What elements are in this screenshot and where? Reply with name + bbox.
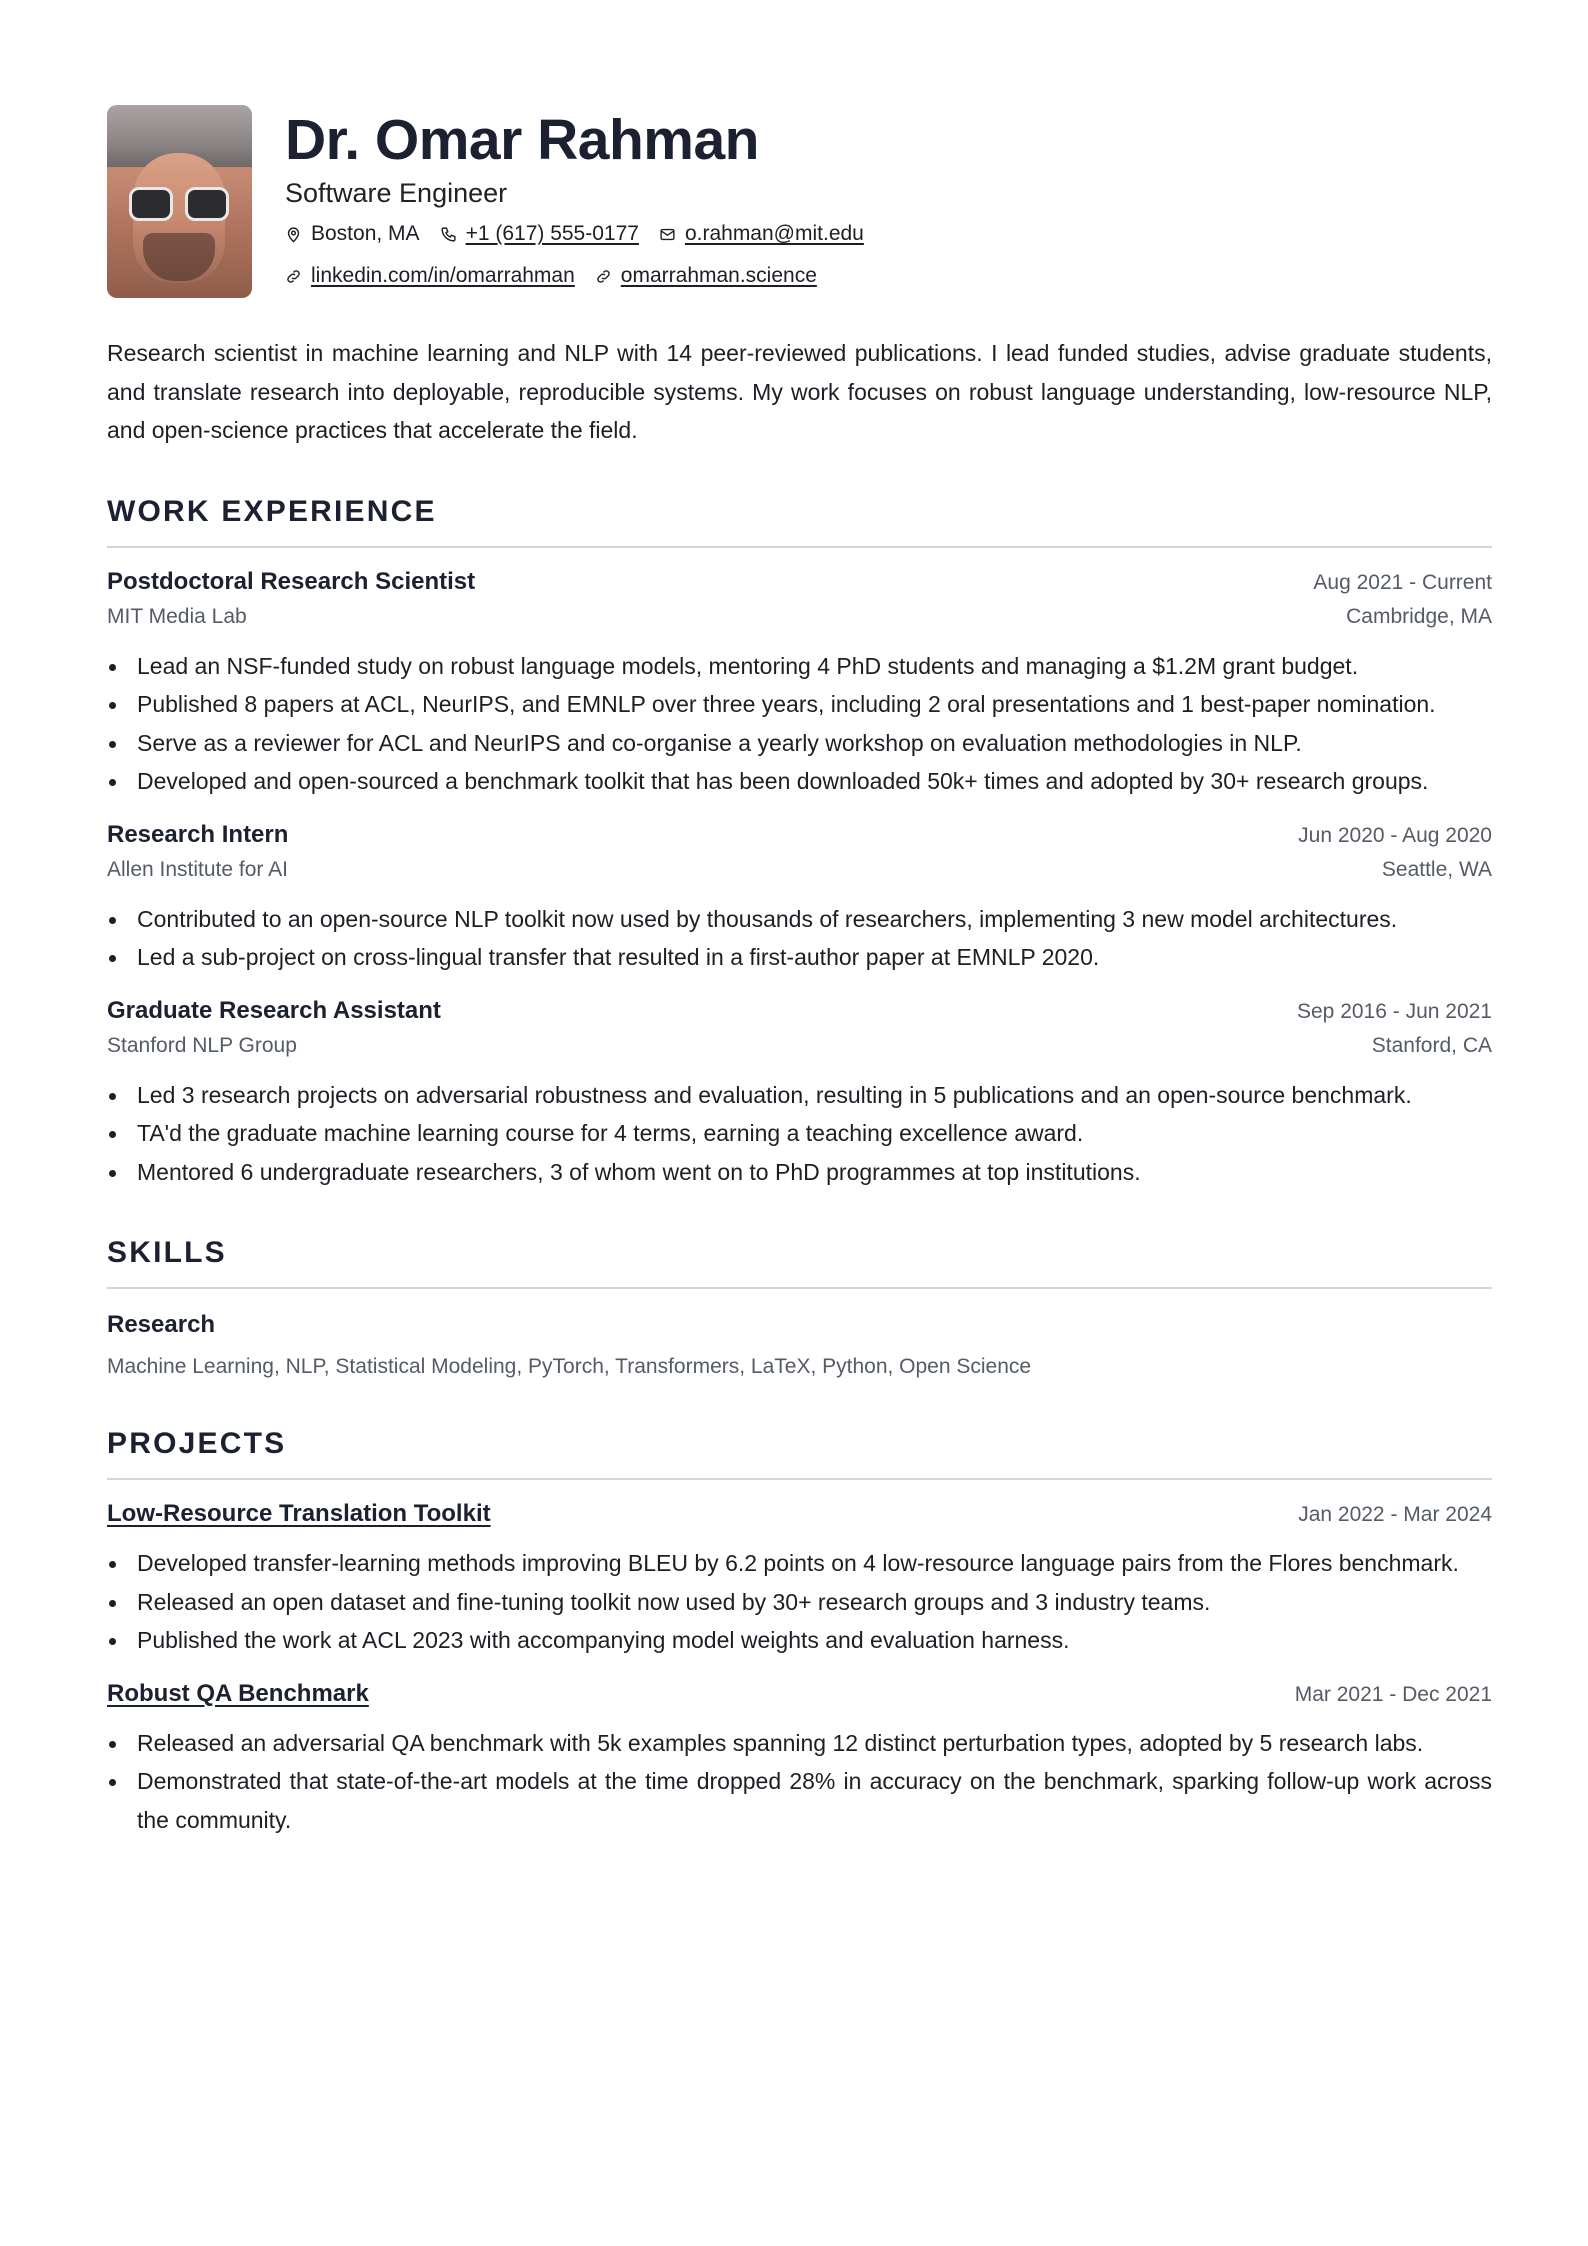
bullet-list bbox=[107, 1724, 1492, 1840]
location-text: Boston, MA bbox=[311, 222, 420, 245]
bullet-item: Led a sub-project on cross-lingual transfer that resulted in a first-author paper at EMNLP 2020. bbox=[107, 938, 1492, 977]
projects-section bbox=[107, 1426, 1492, 1839]
bullet-item: Published the work at ACL 2023 with accompanying model weights and evaluation harness. bbox=[107, 1621, 1492, 1660]
job-title: Postdoctoral Research Scientist bbox=[107, 567, 476, 595]
employer: Stanford NLP Group bbox=[107, 1033, 297, 1057]
bullet-item: Serve as a reviewer for ACL and NeurIPS and co-organise a yearly workshop on evaluation methodologies in NLP. bbox=[107, 724, 1492, 763]
phone-icon bbox=[440, 226, 457, 243]
section-heading: SKILLS bbox=[107, 1236, 227, 1269]
contact-website[interactable] bbox=[595, 262, 817, 290]
job-location: Cambridge, MA bbox=[1346, 604, 1492, 628]
bullet-list bbox=[107, 1076, 1492, 1192]
contact-phone[interactable] bbox=[440, 220, 639, 248]
employer: Allen Institute for AI bbox=[107, 857, 288, 881]
bullet-item: Released an adversarial QA benchmark with 5k examples spanning 12 distinct perturbation types, adopted by 5 research labs. bbox=[107, 1724, 1492, 1763]
bullet-list bbox=[107, 1544, 1492, 1660]
profile-photo bbox=[107, 105, 252, 298]
job-location: Stanford, CA bbox=[1371, 1033, 1492, 1057]
project-dates: Jan 2022 - Mar 2024 bbox=[1298, 1503, 1492, 1526]
bullet-item: Led 3 research projects on adversarial robustness and evaluation, resulting in 5 publications and an open-source benchmark. bbox=[107, 1076, 1492, 1115]
bullet-item: Mentored 6 undergraduate researchers, 3 of whom went on to PhD programmes at top institutions. bbox=[107, 1153, 1492, 1192]
website-link[interactable]: omarrahman.science bbox=[620, 264, 817, 287]
bullet-item: Lead an NSF-funded study on robust language models, mentoring 4 PhD students and managing a $1.2M grant budget. bbox=[107, 647, 1492, 686]
section-divider bbox=[107, 546, 1492, 548]
bullet-item: Released an open dataset and fine-tuning toolkit now used by 30+ research groups and 3 industry teams. bbox=[107, 1583, 1492, 1622]
contact-location bbox=[285, 220, 420, 248]
job-dates: Jun 2020 - Aug 2020 bbox=[1298, 823, 1492, 847]
skills-section bbox=[107, 1235, 1492, 1382]
section-heading: PROJECTS bbox=[107, 1427, 287, 1460]
work-entry bbox=[107, 995, 1492, 1192]
bullet-list bbox=[107, 900, 1492, 977]
bullet-item: Developed and open-sourced a benchmark toolkit that has been downloaded 50k+ times and adopted by 30+ research groups. bbox=[107, 762, 1492, 801]
bullet-item: Contributed to an open-source NLP toolkit now used by thousands of researchers, implementing 3 new model architectures. bbox=[107, 900, 1492, 939]
contact-linkedin[interactable] bbox=[285, 262, 575, 290]
link-icon bbox=[595, 268, 612, 285]
bullet-item: Demonstrated that state-of-the-art models at the time dropped 28% in accuracy on the benchmark, sparking follow-up work across the community. bbox=[107, 1762, 1492, 1839]
job-title: Graduate Research Assistant bbox=[107, 996, 441, 1024]
linkedin-link[interactable]: linkedin.com/in/omarrahman bbox=[311, 264, 575, 287]
contact-row-2 bbox=[285, 262, 884, 290]
link-icon bbox=[285, 268, 302, 285]
job-title: Research Intern bbox=[107, 820, 289, 848]
header-info bbox=[285, 105, 884, 290]
resume-header bbox=[107, 105, 1492, 298]
job-dates: Sep 2016 - Jun 2021 bbox=[1297, 999, 1492, 1023]
email-link[interactable]: o.rahman@mit.edu bbox=[684, 222, 864, 245]
bullet-item: Published 8 papers at ACL, NeurIPS, and EMNLP over three years, including 2 oral presentations and 1 best-paper nomination. bbox=[107, 685, 1492, 724]
bullet-item: TA'd the graduate machine learning course for 4 terms, earning a teaching excellence award. bbox=[107, 1114, 1492, 1153]
work-entry bbox=[107, 566, 1492, 801]
location-pin-icon bbox=[285, 226, 302, 243]
project-entry bbox=[107, 1498, 1492, 1660]
section-divider bbox=[107, 1478, 1492, 1480]
employer: MIT Media Lab bbox=[107, 604, 247, 628]
project-title-link[interactable]: Low-Resource Translation Toolkit bbox=[107, 1500, 491, 1527]
section-heading: WORK EXPERIENCE bbox=[107, 494, 437, 528]
job-location: Seattle, WA bbox=[1381, 857, 1492, 881]
project-title-link[interactable]: Robust QA Benchmark bbox=[107, 1679, 369, 1707]
skill-category: Research bbox=[107, 1311, 216, 1338]
phone-link[interactable]: +1 (617) 555-0177 bbox=[465, 222, 639, 245]
candidate-title: Software Engineer bbox=[285, 178, 508, 208]
contact-email[interactable] bbox=[659, 220, 864, 248]
bullet-list bbox=[107, 647, 1492, 801]
job-dates: Aug 2021 - Current bbox=[1313, 570, 1492, 594]
bullet-item: Developed transfer-learning methods improving BLEU by 6.2 points on 4 low-resource language pairs from the Flores benchmark. bbox=[107, 1544, 1492, 1583]
candidate-name: Dr. Omar Rahman bbox=[285, 108, 759, 172]
contact-row-1 bbox=[285, 220, 884, 248]
section-divider bbox=[107, 1287, 1492, 1289]
work-entry bbox=[107, 819, 1492, 977]
project-dates: Mar 2021 - Dec 2021 bbox=[1294, 1682, 1492, 1706]
work-experience-section bbox=[107, 494, 1492, 1192]
skill-list: Machine Learning, NLP, Statistical Modeling, PyTorch, Transformers, LaTeX, Python, Open Science bbox=[107, 1355, 1032, 1378]
project-entry bbox=[107, 1678, 1492, 1840]
mail-icon bbox=[659, 226, 676, 243]
summary-paragraph: Research scientist in machine learning and NLP with 14 peer-reviewed publications. I lead funded studies, advise graduate students, and translate research into deployable, reproducible systems. My work focuses on robust language understanding, low-resource NLP, and open-science practices that accelerate the field. bbox=[107, 340, 1492, 443]
